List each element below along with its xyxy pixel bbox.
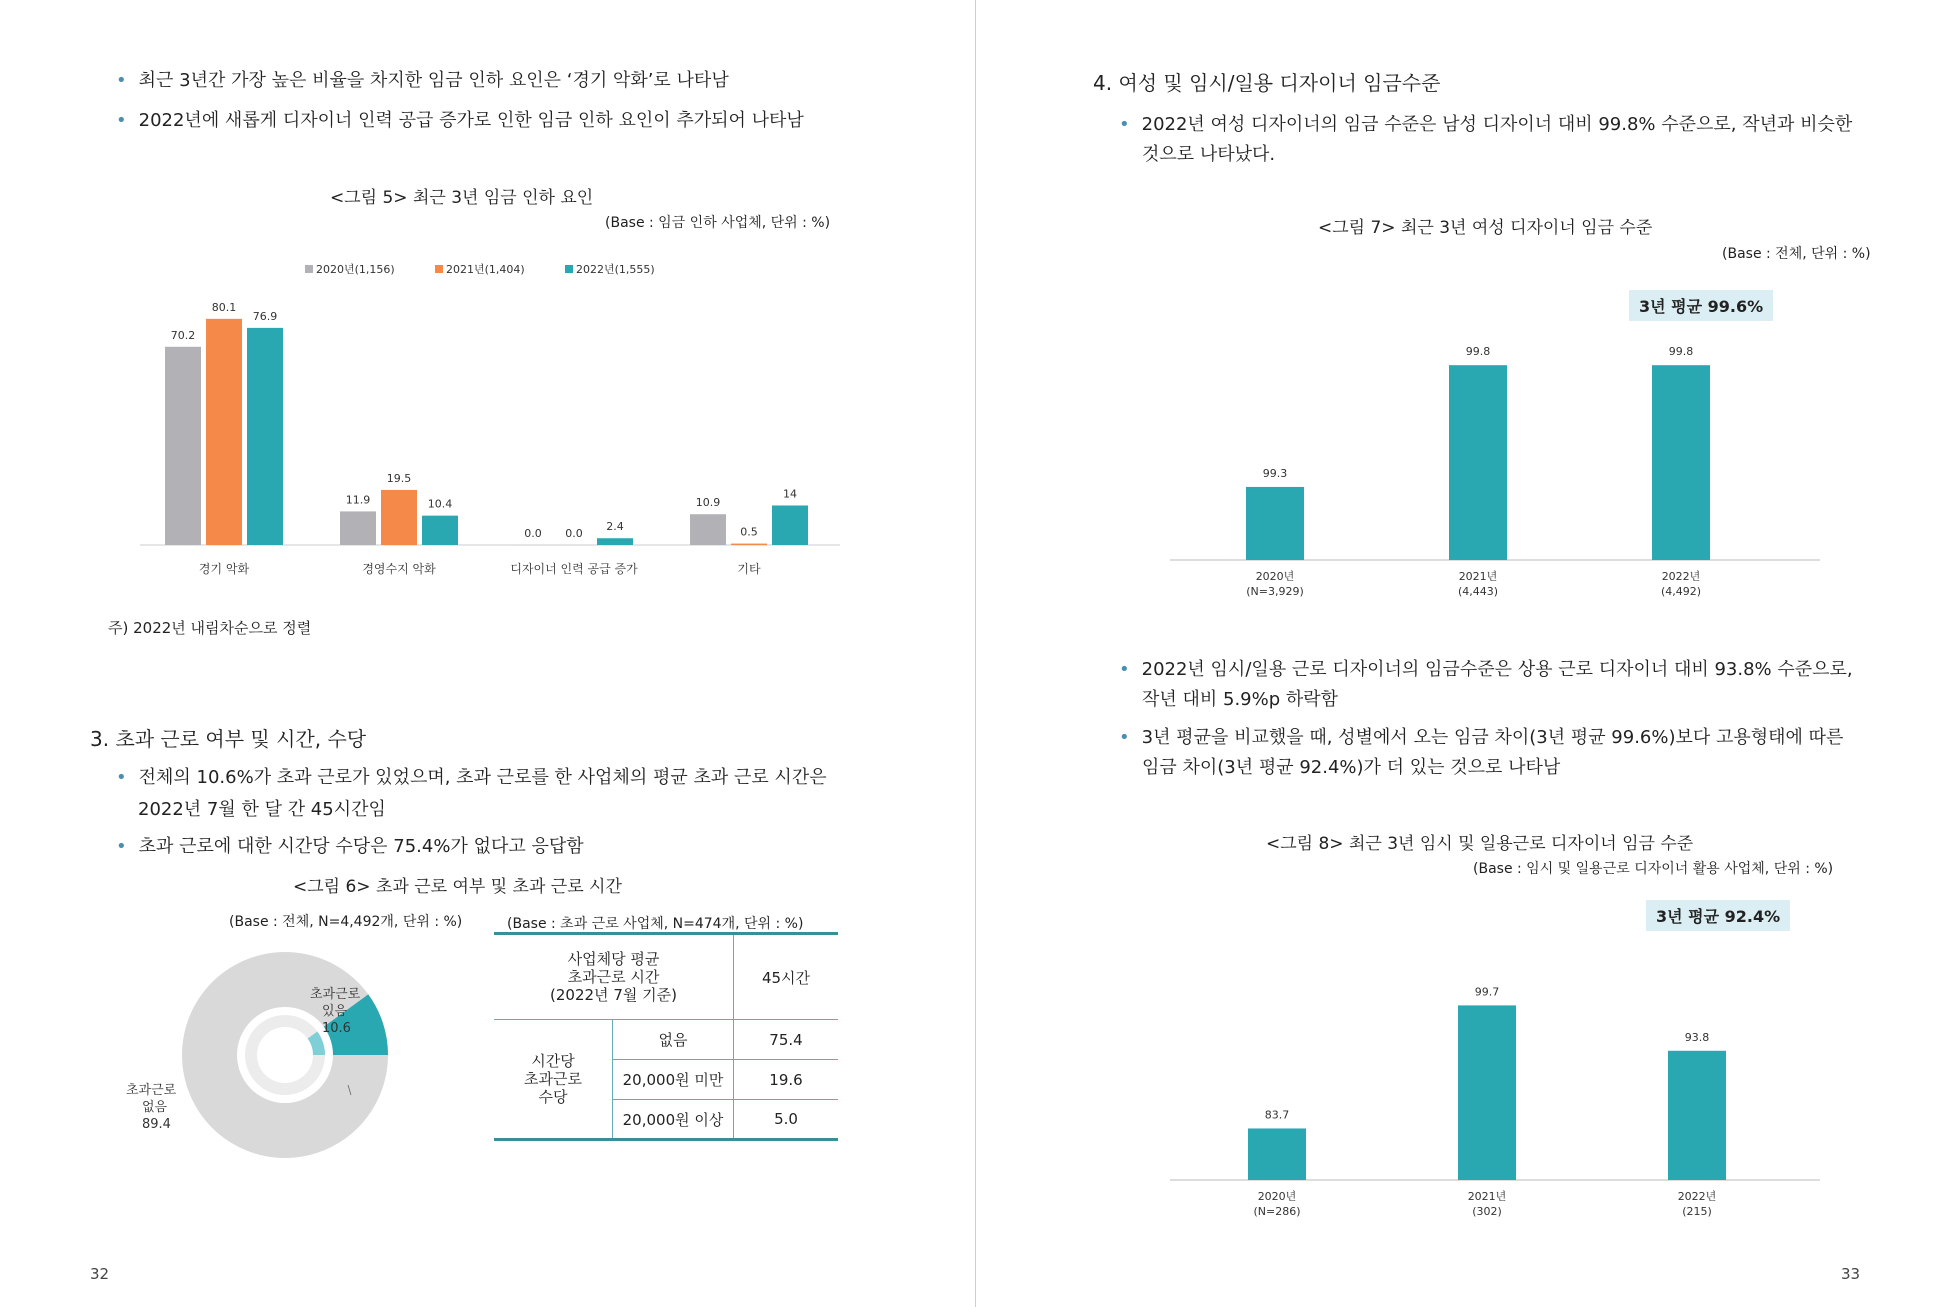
bar-value-label: 10.9 (695, 496, 721, 510)
legend-swatch (305, 265, 313, 273)
figure-8-title: <그림 8> 최근 3년 임시 및 일용근로 디자이너 임금 수준 (1266, 834, 1694, 854)
table-row-value: 5.0 (774, 1110, 798, 1128)
donut-label-no-1: 초과근로 (126, 1083, 177, 1098)
bar-value-label: 80.1 (211, 300, 237, 314)
bar-value-label: 99.7 (1474, 985, 1500, 999)
category-label: 디자이너 인력 공급 증가 (510, 562, 638, 576)
figure-6-title: <그림 6> 초과 근로 여부 및 초과 근로 시간 (293, 877, 622, 897)
donut-label-yes-1: 초과근로 (310, 987, 361, 1002)
bar (247, 328, 283, 545)
category-label: 2021년 (1458, 570, 1498, 583)
bar (340, 511, 376, 545)
bullet-item-continuation: 2022년 7월 한 달 간 45시간임 (138, 799, 386, 820)
bullet-item: • 초과 근로에 대한 시간당 수당은 75.4%가 없다고 응답함 (116, 836, 584, 857)
bullet-item: • 2022년 여성 디자이너의 임금 수준은 남성 디자이너 대비 99.8% 수준으로, 작년과 비슷한 (1119, 114, 1853, 135)
bullet-item-continuation: 것으로 나타났다. (1142, 144, 1276, 165)
category-sublabel: (302) (1472, 1205, 1502, 1218)
legend-label: 2020년(1,156) (316, 263, 395, 276)
figure-7-bar-chart (1170, 275, 1890, 610)
donut-label-no-2: 없음 (142, 1100, 168, 1115)
bar-value-label: 14 (783, 487, 797, 501)
bar (1246, 487, 1304, 560)
bar-value-label: 0.0 (524, 527, 542, 540)
category-label: 경기 악화 (198, 562, 250, 576)
bullet-item-continuation: 작년 대비 5.9%p 하락함 (1142, 689, 1339, 710)
bullet-item: • 3년 평균을 비교했을 때, 성별에서 오는 임금 차이(3년 평균 99.6%)보다 고용형태에 따른 (1119, 727, 1844, 748)
page-number-right: 33 (1841, 1265, 1861, 1283)
section-3-title: 3. 초과 근로 여부 및 시간, 수당 (90, 727, 367, 751)
table-row-label: 20,000원 미만 (613, 1060, 734, 1100)
figure-7-average-badge: 3년 평균 99.6% (1629, 290, 1773, 321)
section-4-title: 4. 여성 및 임시/일용 디자이너 임금수준 (1093, 71, 1441, 95)
category-sublabel: (215) (1682, 1205, 1712, 1218)
category-label: 2020년 (1257, 1190, 1297, 1203)
bar (1248, 1128, 1306, 1180)
bar-value-label: 10.4 (427, 497, 453, 511)
legend-label: 2022년(1,555) (576, 263, 655, 276)
allowance-label: 시간당 초과근로 수당 (494, 1020, 613, 1140)
bar-value-label: 2.4 (606, 520, 624, 534)
bar (1458, 1005, 1516, 1180)
bar (1668, 1051, 1726, 1180)
figure-6-base-left: (Base : 전체, N=4,492개, 단위 : %) (229, 914, 463, 930)
figure-8-average-badge: 3년 평균 92.4% (1646, 900, 1790, 931)
bar (165, 347, 201, 545)
figure-5-title: <그림 5> 최근 3년 임금 인하 요인 (330, 188, 594, 208)
bullet-item: • 전체의 10.6%가 초과 근로가 있었으며, 초과 근로를 한 사업체의 평균 초과 근로 시간은 (116, 767, 827, 788)
category-label: 기타 (737, 562, 761, 576)
bar (597, 538, 633, 545)
overtime-table (494, 932, 838, 1141)
bullet-item: • 최근 3년간 가장 높은 비율을 차지한 임금 인하 요인은 ‘경기 악화’로 나타남 (116, 70, 729, 91)
bar-value-label: 99.8 (1465, 345, 1491, 359)
bar (690, 514, 726, 545)
donut-value-yes: 10.6 (322, 1021, 351, 1036)
figure-5-note: 주) 2022년 내림차순으로 정렬 (108, 619, 312, 637)
category-sublabel: (N=286) (1253, 1205, 1301, 1218)
category-label: 2022년 (1661, 570, 1701, 583)
bar-value-label: 99.3 (1262, 466, 1288, 480)
bar-value-label: 76.9 (252, 309, 278, 323)
bullet-item: • 2022년에 새롭게 디자이너 인력 공급 증가로 인한 임금 인하 요인이 추가되어 나타남 (116, 110, 804, 131)
bar (381, 490, 417, 545)
figure-6-donut-chart (120, 940, 440, 1180)
bar (772, 505, 808, 545)
legend-label: 2021년(1,404) (446, 263, 525, 276)
bullet-item: • 2022년 임시/일용 근로 디자이너의 임금수준은 상용 근로 디자이너 대비 93.8% 수준으로, (1119, 659, 1853, 680)
figure-8-bar-chart (1170, 930, 1890, 1235)
table-row-value: 75.4 (734, 1020, 839, 1060)
bar (206, 319, 242, 545)
bar-value-label: 19.5 (386, 471, 412, 485)
category-label: 경영수지 악화 (362, 562, 436, 576)
bar-value-label: 83.7 (1264, 1108, 1290, 1122)
category-sublabel: (4,443) (1457, 585, 1499, 598)
avg-overtime-label: 사업체당 평균 초과근로 시간 (2022년 7월 기준) (494, 934, 734, 1020)
figure-5-bar-chart (130, 255, 850, 585)
page-number-left: 32 (90, 1265, 110, 1283)
bar (731, 544, 767, 545)
table-row-label: 없음 (613, 1020, 734, 1060)
bar (1652, 365, 1710, 560)
category-sublabel: (N=3,929) (1246, 585, 1304, 598)
figure-7-title: <그림 7> 최근 3년 여성 디자이너 임금 수준 (1318, 218, 1653, 238)
page-divider (975, 0, 976, 1307)
legend-swatch (435, 265, 443, 273)
bullet-item-continuation: 임금 차이(3년 평균 92.4%)가 더 있는 것으로 나타남 (1142, 757, 1561, 778)
bar-value-label: 0.0 (565, 527, 583, 540)
donut-label-yes-2: 있음 (322, 1004, 348, 1019)
category-label: 2022년 (1677, 1190, 1717, 1203)
figure-7-base: (Base : 전체, 단위 : %) (1722, 246, 1871, 262)
category-label: 2020년 (1255, 570, 1295, 583)
bar-value-label: 93.8 (1684, 1030, 1710, 1044)
bar-value-label: 70.2 (170, 328, 196, 342)
table-row-value: 19.6 (734, 1060, 839, 1100)
legend-swatch (565, 265, 573, 273)
donut-value-no: 89.4 (142, 1117, 171, 1132)
table-row-label: 20,000원 이상 (613, 1100, 734, 1140)
figure-6-base-right: (Base : 초과 근로 사업체, N=474개, 단위 : %) (507, 916, 804, 932)
figure-5-base: (Base : 임금 인하 사업체, 단위 : %) (605, 215, 831, 231)
bar-value-label: 0.5 (740, 525, 758, 539)
category-label: 2021년 (1467, 1190, 1507, 1203)
bar (422, 516, 458, 545)
category-sublabel: (4,492) (1660, 585, 1702, 598)
bar-value-label: 11.9 (345, 493, 371, 507)
avg-overtime-value: 45시간 (734, 934, 839, 1020)
bar-value-label: 99.8 (1668, 345, 1694, 359)
figure-8-base: (Base : 임시 및 일용근로 디자이너 활용 사업체, 단위 : %) (1473, 861, 1834, 877)
bar (1449, 365, 1507, 560)
